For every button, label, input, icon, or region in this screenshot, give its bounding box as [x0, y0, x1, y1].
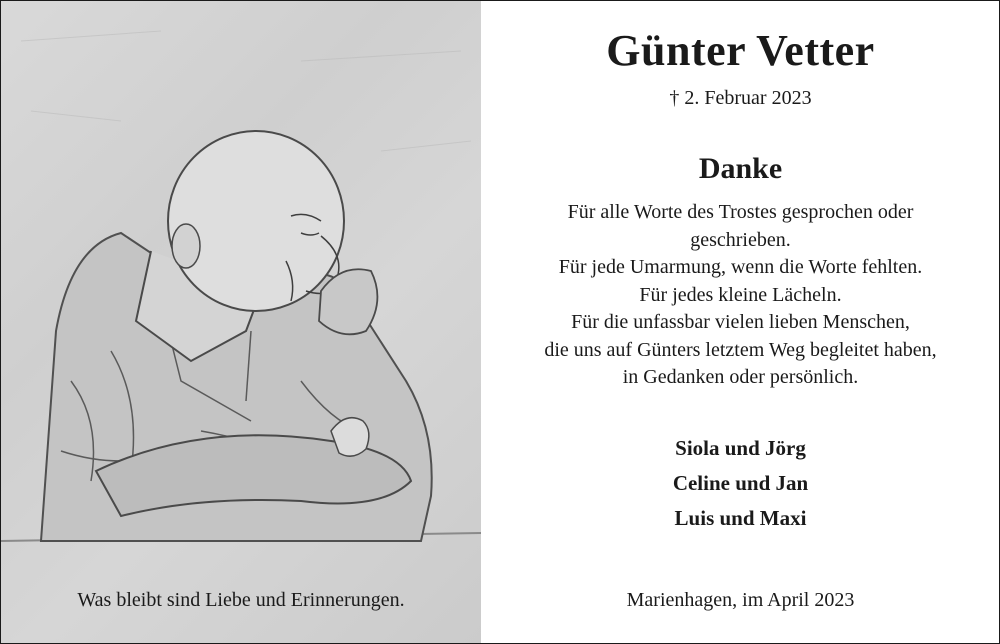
- message-line: Für jede Umarmung, wenn die Worte fehlten.: [558, 256, 923, 278]
- message-line: Für alle Worte des Trostes gesprochen oder: [567, 201, 914, 223]
- message-line: Für jedes kleine Lächeln.: [639, 283, 842, 306]
- portrait-sketch: [1, 1, 481, 643]
- message-line: geschrieben.: [690, 228, 791, 251]
- signature-line: Luis und Maxi: [674, 506, 807, 530]
- photo-caption: Was bleibt sind Liebe und Erinnerungen.: [77, 589, 405, 611]
- death-date: † 2. Februar 2023: [669, 87, 812, 109]
- deceased-name: Günter Vetter: [606, 26, 875, 75]
- signatures: [482, 431, 999, 536]
- message-line: Für die unfassbar vielen lieben Menschen,: [571, 311, 910, 333]
- place-date: Marienhagen, im April 2023: [626, 589, 855, 611]
- message-line: die uns auf Günters letztem Weg begleitet haben,: [544, 338, 937, 361]
- message-line: in Gedanken oder persönlich.: [622, 366, 859, 388]
- thanks-message: [482, 199, 999, 392]
- pencil-sketch-portrait-icon: [1, 1, 481, 643]
- signature-line: Siola und Jörg: [675, 436, 806, 460]
- signature-line: Celine und Jan: [672, 471, 809, 495]
- thanks-heading: Danke: [698, 152, 783, 185]
- notice-text-column: [482, 1, 999, 643]
